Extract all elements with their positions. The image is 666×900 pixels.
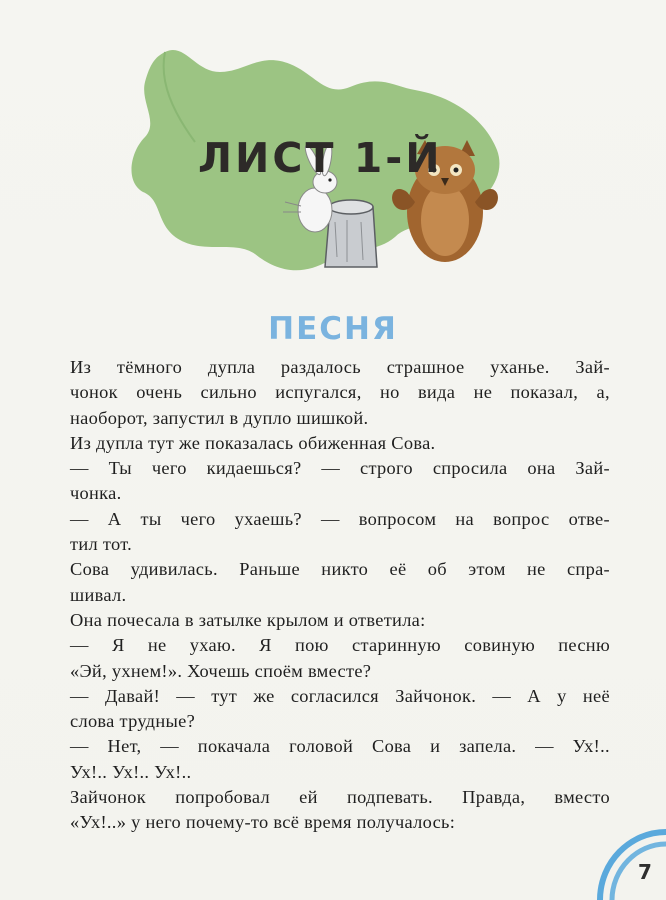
text-line: — Давай! — тут же согласился Зайчонок. — А у неё [70, 685, 610, 706]
text-line: Зайчонок попробовал ей подпевать. Правда, вместо [70, 787, 610, 808]
stump-icon [325, 200, 377, 267]
text-line: — Я не ухаю. Я пою старинную совиную песню [70, 635, 610, 656]
text-line: Из тёмного дупла раздалось страшное уханье. Зай- [70, 357, 610, 377]
body-text [70, 355, 610, 836]
text-line: Она почесала в затылке крылом и ответила: [70, 609, 426, 630]
text-line: слова трудные? [70, 711, 196, 732]
text-line: — Ты чего кидаешься? — строго спросила она Зай- [70, 458, 610, 479]
text-line: шивал. [70, 584, 127, 605]
chapter-title: ПЕСНЯ [268, 311, 398, 347]
text-line: «Ух!..» у него почему-то всё время получалось: [70, 812, 456, 833]
text-line: чонка. [70, 483, 122, 504]
page-number: 7 [638, 860, 652, 884]
text-line: Из дупла тут же показалась обиженная Сова. [70, 432, 436, 453]
text-line: Ух!.. Ух!.. Ух!.. [70, 761, 192, 782]
text-line: «Эй, ухнем!». Хочешь споём вместе? [70, 660, 372, 681]
leaf-illustration [125, 42, 545, 287]
text-line: — А ты чего ухаешь? — вопросом на вопрос отве- [70, 508, 610, 529]
text-line: Сова удивилась. Раньше никто её об этом не спра- [70, 559, 610, 580]
text-line: чонок очень сильно испугался, но вида не показал, а, [70, 382, 610, 403]
corner-arc-icon [590, 822, 666, 900]
text-line: наоборот, запустил в дупло шишкой. [70, 407, 369, 428]
leaf-title: ЛИСТ 1-Й [198, 134, 443, 182]
text-line: — Нет, — покачала головой Сова и запела. — Ух!.. [70, 736, 610, 757]
text-line: тил тот. [70, 534, 133, 555]
